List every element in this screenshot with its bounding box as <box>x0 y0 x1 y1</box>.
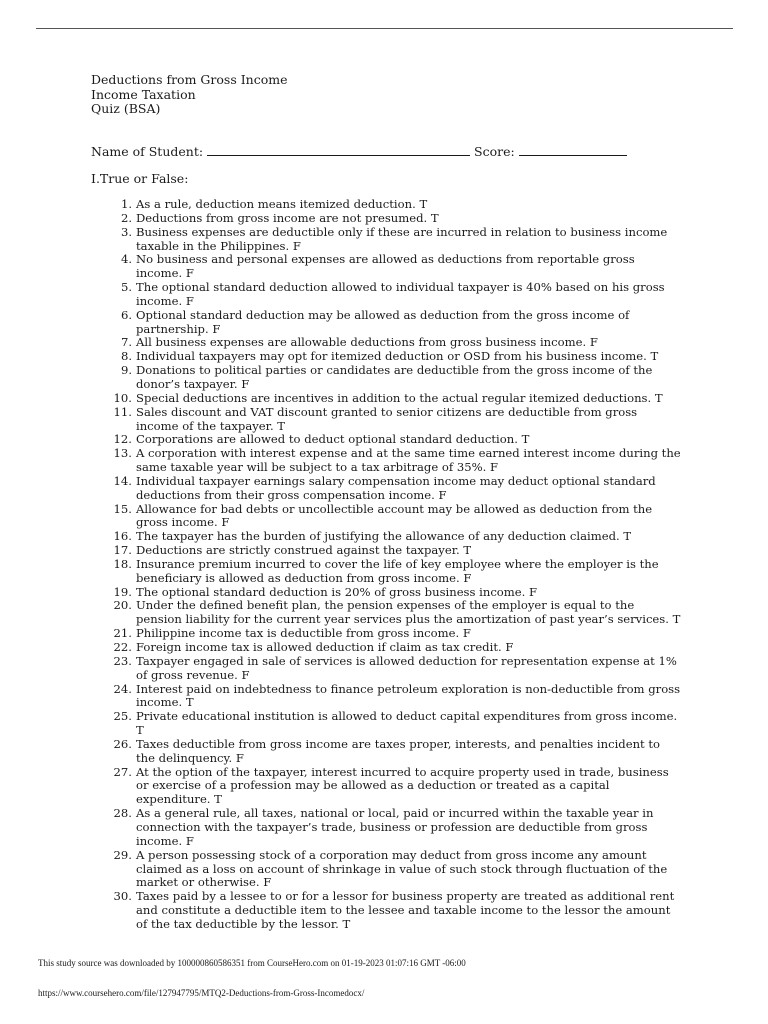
quiz-item <box>112 738 682 766</box>
quiz-item-number: 26. <box>113 736 132 751</box>
quiz-item-text: Foreign income tax is allowed deduction if claim as tax credit. F <box>136 640 514 654</box>
quiz-item-number: 28. <box>113 806 132 821</box>
footer-url[interactable]: https://www.coursehero.com/file/127947795/MTQ2-Deductions-from-Gross-Incomedocx/ <box>38 988 365 998</box>
document-header <box>91 73 287 117</box>
quiz-item <box>112 406 682 434</box>
quiz-item-text: All business expenses are allowable deductions from gross business income. F <box>136 335 598 350</box>
quiz-item-text: Private educational institution is allowed to deduct capital expenditures from gross income. T <box>136 709 678 738</box>
quiz-item-text: No business and personal expenses are allowed as deductions from reportable gross income. F <box>136 252 635 281</box>
quiz-item-number: 22. <box>113 640 132 654</box>
quiz-item <box>112 309 682 337</box>
quiz-item-text: Taxes deductible from gross income are taxes proper, interests, and penalties incident to the delinquency. F <box>136 736 661 765</box>
quiz-item-text: Taxes paid by a lessee to or for a lessor for business property are treated as additional rent and constitute a deductible item to the lessee and taxable income to the lessor the amount of the tax deductible by the lessor. T <box>136 889 675 931</box>
quiz-item-text: Corporations are allowed to deduct optional standard deduction. T <box>136 432 530 447</box>
quiz-item-number: 21. <box>113 626 132 641</box>
quiz-item <box>112 447 682 475</box>
score-blank <box>519 145 627 156</box>
header-title: Deductions from Gross Income <box>91 72 288 87</box>
quiz-item-number: 24. <box>113 681 132 696</box>
quiz-item <box>112 253 682 281</box>
quiz-item-text: The taxpayer has the burden of justifying the allowance of any deduction claimed. T <box>136 529 632 544</box>
quiz-item <box>112 350 682 364</box>
quiz-item-text: Philippine income tax is deductible from gross income. F <box>136 626 471 641</box>
quiz-item-text: Under the defined benefit plan, the pension expenses of the employer is equal to the pension liability for the current year services plus the amortization of past year’s services. T <box>136 598 681 627</box>
quiz-item <box>112 890 682 932</box>
quiz-item <box>112 586 682 600</box>
quiz-item-number: 29. <box>113 847 132 862</box>
quiz-item-number: 25. <box>113 709 132 724</box>
quiz-item <box>112 433 682 447</box>
student-name-blank <box>207 145 470 156</box>
quiz-item <box>112 849 682 891</box>
quiz-item <box>112 544 682 558</box>
quiz-item-text: Business expenses are deductible only if these are incurred in relation to business income taxable in the Philippines. F <box>136 224 668 253</box>
quiz-item <box>112 627 682 641</box>
header-quiz-label: Quiz (BSA) <box>91 101 161 116</box>
quiz-item-number: 12. <box>113 432 132 447</box>
quiz-item-number: 13. <box>113 446 132 461</box>
quiz-item-number: 19. <box>113 584 132 599</box>
quiz-item-text: A corporation with interest expense and at the same time earned interest income during the same taxable year will be subject to a tax arbitrage of 35%. F <box>136 446 681 475</box>
score-label: Score: <box>474 144 515 159</box>
quiz-item-number: 16. <box>113 529 132 544</box>
section-title: I.True or False: <box>91 171 189 186</box>
quiz-item-number: 3. <box>120 224 132 239</box>
quiz-item-number: 4. <box>120 252 132 267</box>
quiz-item-text: Sales discount and VAT discount granted to senior citizens are deductible from gross income of the taxpayer. T <box>136 404 638 433</box>
quiz-item-number: 6. <box>120 307 132 322</box>
header-subject: Income Taxation <box>91 86 196 102</box>
quiz-item <box>112 807 682 849</box>
quiz-item-number: 5. <box>120 280 132 295</box>
quiz-item-text: Individual taxpayers may opt for itemized deduction or OSD from his business income. T <box>136 349 659 364</box>
quiz-item <box>112 364 682 392</box>
quiz-item-text: As a rule, deduction means itemized deduction. T <box>136 197 428 211</box>
quiz-item <box>112 392 682 406</box>
student-info-line <box>91 144 627 159</box>
true-false-list <box>112 198 682 932</box>
top-divider <box>36 28 733 29</box>
quiz-item <box>112 558 682 586</box>
quiz-item-number: 30. <box>113 889 132 904</box>
quiz-item-text: A person possessing stock of a corporation may deduct from gross income any amount claimed as a loss on account of shrinkage in value of such stock through fluctuation of the market or otherwise. F <box>136 847 668 890</box>
quiz-item-text: Deductions are strictly construed against the taxpayer. T <box>136 543 472 558</box>
quiz-item-text: The optional standard deduction is 20% of gross business income. F <box>136 584 538 599</box>
quiz-item-text: At the option of the taxpayer, interest incurred to acquire property used in trade, business or exercise of a profession may be allowed as a deduction or treated as a capital expenditure. T <box>136 764 669 807</box>
quiz-item-number: 17. <box>113 543 132 558</box>
quiz-item <box>112 212 682 226</box>
quiz-item-text: Deductions from gross income are not presumed. T <box>136 210 439 225</box>
quiz-item-number: 7. <box>120 335 132 350</box>
quiz-item-text: The optional standard deduction allowed to individual taxpayer is 40% based on his gross income. F <box>136 280 665 308</box>
quiz-item <box>112 475 682 503</box>
quiz-item-text: As a general rule, all taxes, national or local, paid or incurred within the taxable year in connection with the taxpayer’s trade, business or profession are deductible from gross income. F <box>136 806 654 848</box>
quiz-item <box>112 336 682 350</box>
quiz-item-number: 20. <box>113 598 132 613</box>
quiz-item <box>112 281 682 309</box>
quiz-item-text: Taxpayer engaged in sale of services is allowed deduction for representation expense at 1% of gross revenue. F <box>136 653 677 682</box>
quiz-item-number: 27. <box>113 764 132 779</box>
quiz-item-number: 10. <box>113 390 132 405</box>
quiz-item-text: Insurance premium incurred to cover the life of key employee where the employer is the beneficiary is allowed as deduction from gross income. F <box>136 556 659 585</box>
quiz-item-text: Interest paid on indebtedness to finance petroleum exploration is non-deductible from gross income. T <box>136 681 681 710</box>
quiz-item <box>112 766 682 808</box>
quiz-item <box>112 710 682 738</box>
quiz-item-text: Special deductions are incentives in addition to the actual regular itemized deductions. T <box>136 390 663 405</box>
quiz-item-number: 18. <box>113 556 132 571</box>
quiz-item-number: 15. <box>113 501 132 516</box>
quiz-item-number: 8. <box>120 349 132 364</box>
quiz-item-number: 1. <box>120 197 132 211</box>
quiz-item-text: Allowance for bad debts or uncollectible account may be allowed as deduction from the gross income. F <box>136 501 653 530</box>
quiz-item-text: Optional standard deduction may be allowed as deduction from the gross income of partnership. F <box>136 307 630 336</box>
quiz-item-number: 23. <box>113 653 132 668</box>
quiz-item <box>112 198 682 212</box>
quiz-item <box>112 641 682 655</box>
quiz-item-number: 9. <box>120 363 132 378</box>
quiz-item-number: 11. <box>113 404 132 419</box>
footer-source-note: This study source was downloaded by 100000860586351 from CourseHero.com on 01-19-2023 01:07:16 GMT -06:00 <box>38 958 466 968</box>
quiz-item <box>112 655 682 683</box>
quiz-item <box>112 503 682 531</box>
quiz-item-number: 14. <box>113 473 132 488</box>
quiz-item-number: 2. <box>120 210 132 225</box>
quiz-item-text: Donations to political parties or candidates are deductible from the gross income of the donor’s taxpayer. F <box>136 363 653 391</box>
quiz-item <box>112 599 682 627</box>
quiz-item <box>112 683 682 711</box>
student-name-label: Name of Student: <box>91 144 204 159</box>
quiz-item <box>112 530 682 544</box>
quiz-item-text: Individual taxpayer earnings salary compensation income may deduct optional standard deductions from their gross compensation income. F <box>136 473 656 502</box>
quiz-item <box>112 226 682 254</box>
